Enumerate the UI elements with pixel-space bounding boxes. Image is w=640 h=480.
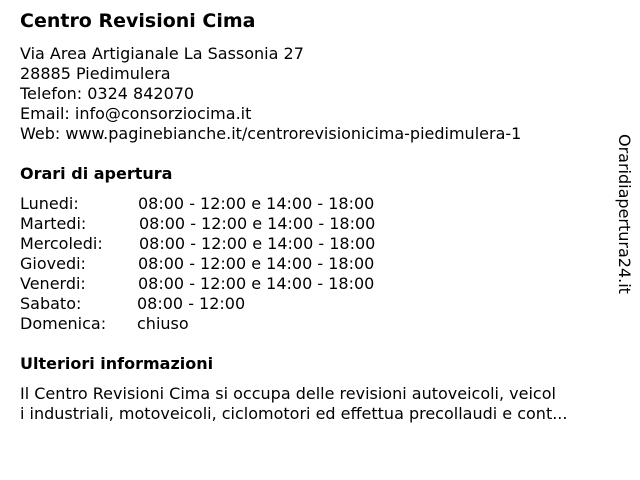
day-label: Domenica: (20, 314, 107, 333)
description-line-2: i industriali, motoveicoli, ciclomotori ed effettua precollaudi e cont... (20, 404, 568, 423)
hours-row-tuesday (20, 214, 440, 234)
hours-row-wednesday (20, 234, 440, 254)
time-value: 08:00 - 12:00 e 14:00 - 18:00 (139, 214, 376, 233)
hours-row-saturday (20, 294, 440, 314)
hours-row-monday (20, 194, 440, 214)
hours-row-friday (20, 274, 440, 294)
day-label: Venerdi: (20, 274, 86, 293)
day-label: Sabato: (20, 294, 82, 313)
day-label: Giovedi: (20, 254, 86, 273)
web-line[interactable]: Web: www.paginebianche.it/centrorevisionicima-piedimulera-1 (20, 124, 522, 143)
time-value: 08:00 - 12:00 e 14:00 - 18:00 (138, 194, 375, 213)
address-line-street: Via Area Artigianale La Sassonia 27 (20, 44, 304, 63)
business-name: Centro Revisioni Cima (20, 10, 256, 32)
hours-row-thursday (20, 254, 440, 274)
time-value: 08:00 - 12:00 (137, 294, 246, 313)
hours-row-sunday (20, 314, 440, 334)
time-value: 08:00 - 12:00 e 14:00 - 18:00 (138, 274, 375, 293)
address-line-city: 28885 Piedimulera (20, 64, 171, 83)
brand-vertical-label[interactable]: Oraridiapertura24.it (615, 134, 634, 294)
day-label: Mercoledi: (20, 234, 103, 253)
opening-hours-table (20, 194, 440, 334)
phone-line[interactable]: Telefon: 0324 842070 (20, 84, 195, 103)
time-value: 08:00 - 12:00 e 14:00 - 18:00 (139, 234, 376, 253)
contact-block (20, 44, 521, 144)
day-label: Lunedi: (20, 194, 79, 213)
email-line[interactable]: Email: info@consorziocima.it (20, 104, 252, 123)
day-label: Martedi: (20, 214, 87, 233)
opening-hours-heading: Orari di apertura (20, 164, 173, 183)
time-value: 08:00 - 12:00 e 14:00 - 18:00 (138, 254, 375, 273)
further-info-heading: Ulteriori informazioni (20, 354, 214, 373)
further-info-text (20, 384, 567, 424)
time-value: chiuso (137, 314, 189, 333)
description-line-1: Il Centro Revisioni Cima si occupa delle revisioni autoveicoli, veicol (20, 384, 556, 403)
